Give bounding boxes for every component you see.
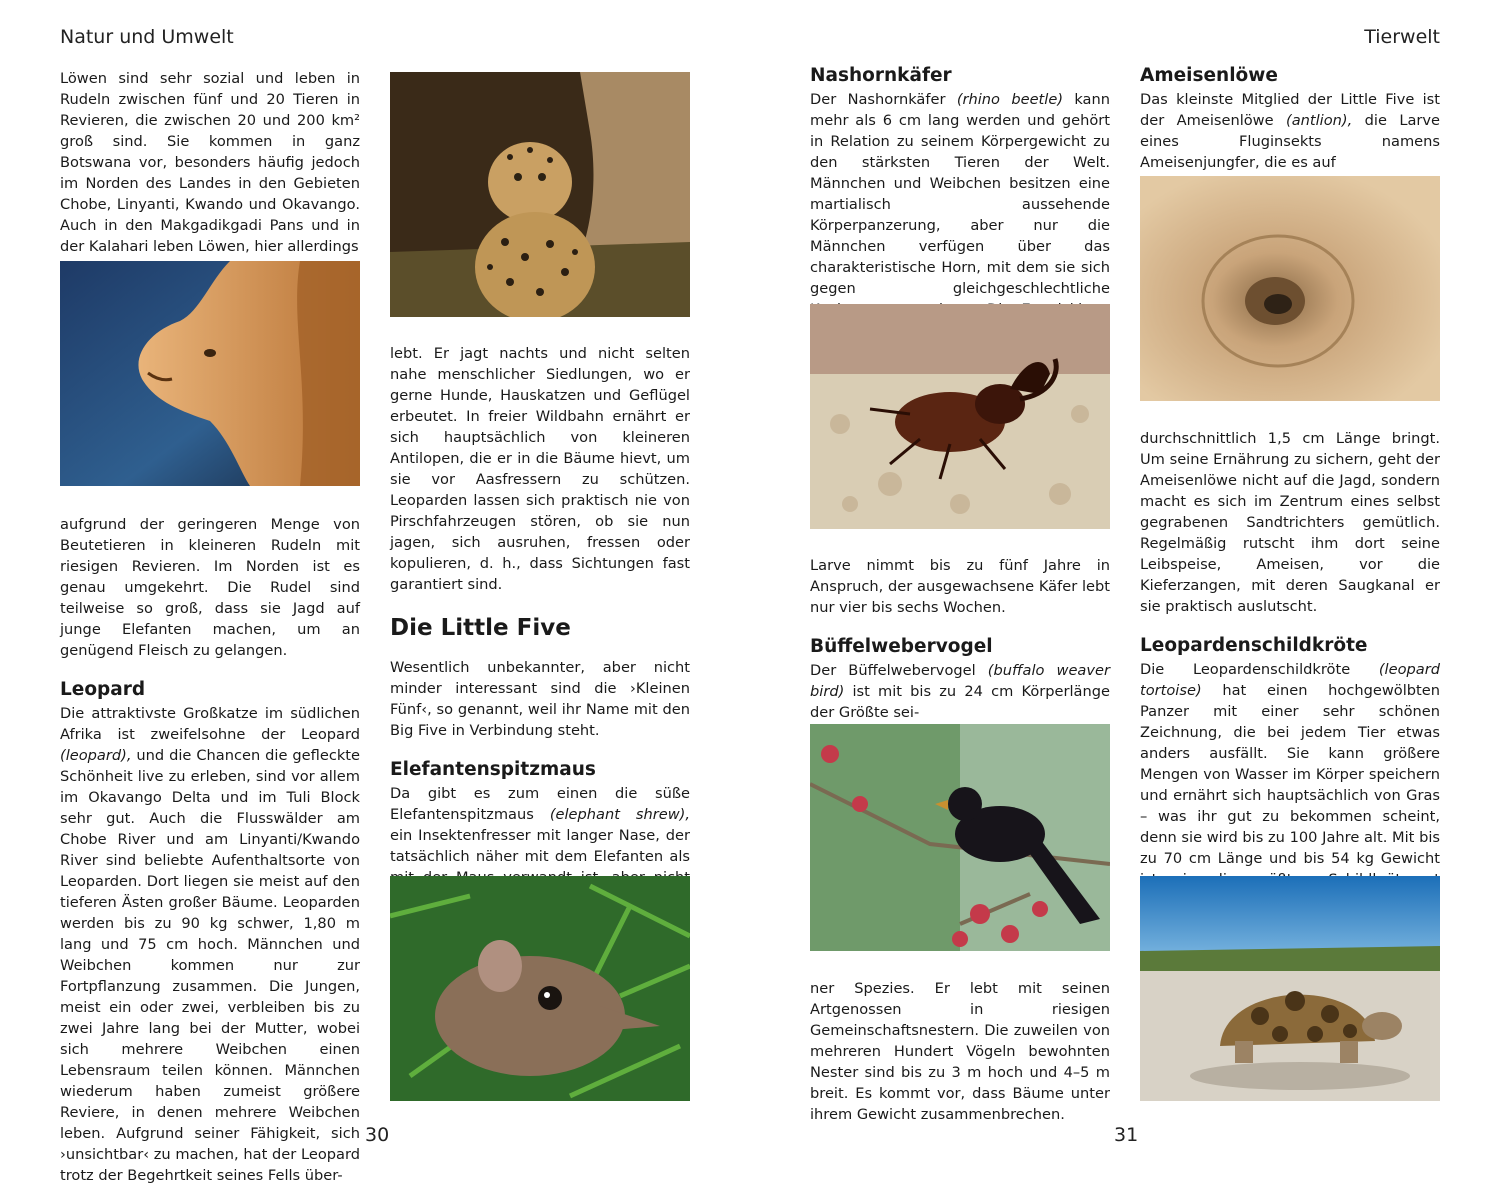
rhino-beetle-paragraph-1: Der Nashornkäfer (rhino beetle) kann mehr als 6 cm lang werden und gehört in Relation zu seinem Körpergewicht zu den stärksten Tieren der Welt. Männchen und Weibchen besitzen eine martialisch aussehende Körperpanzerung, aber nur die Männchen verfügen über das charakteristische Horn, mit dem sie sich gegen gleichgeschlechtliche <box>810 91 1111 297</box>
leopard-paragraph-1: Die attraktivste Großkatze im südlichen Afrika ist zweifelsohne der Leopard (leopard), und die Chancen die gefleckte Schönheit live zu erleben, sind vor allem im Okavango Delta und im Tuli Block sehr gut. Auch die Flusswälder am Chobe River und am Linyanti/Kwando River sind beliebte Aufenthaltsorte von Leoparden. Dort liegen sie meist auf den tieferen Ästen großer Bäume. Leoparden werden bis zu 90 kg schwer, 1,80 m lang und 75 cm hoch. Männchen und Weibchen kommen nur zur Fortpflanzung zusammen. Die Jungen, meist ein oder zwei, verbleiben bis zu zwei Jahre lang bei der Mutter, wobei sich mehrere Weibchen einen Lebensraum teilen können. Männchen wiederum haben zumeist größere Reviere, in denen mehrere Weibchen leben. Aufgrund seiner Fähigkeit, sich ›unsichtbar‹ zu machen, hat der Leopard trotz der Begehrtkeit seines Fells über- <box>60 705 360 1184</box>
right-col1-middle <box>810 555 1110 723</box>
page-number-right: 31 <box>1114 1124 1139 1146</box>
lions-paragraph-1: Löwen sind sehr sozial und leben in Rudeln zwischen fünf und 20 Tieren in Revieren, die zwischen 20 und 200 km² groß sind. Sie kommen in ganz Botswana vor, besonders häufig jedoch im Norden des Landes in den Gebieten Chobe, Linyanti, Kwando und Okavango. Auch in den Makgadikgadi Pans und in der Kalahari leben Löwen, hier allerdings <box>60 70 360 255</box>
page-number-left: 30 <box>365 1124 390 1146</box>
little-five-heading: Die Little Five <box>390 615 571 641</box>
buffalo-weaver-paragraph-2: ner Spezies. Er lebt mit seinen Artgenossen in riesigen Gemeinschaftsnestern. Die zuweilen von mehreren Hundert Vögeln bewohnten Nester sind bis zu 3 m hoch und 4–5 m breit. Es kommt vor, dass Bäume unter ihrem Gewicht zusammenbrechen. <box>810 980 1110 1123</box>
left-col2 <box>390 343 690 909</box>
leopard-tortoise-paragraph: Die Leopardenschildkröte (leopard tortoise) hat einen hochgewölbten Panzer mit einer sehr schönen Zeichnung, die bei jedem Tier etwas anders ausfällt. Sie kann größere Mengen von Wasser im Körper speichern und ernährt sich hauptsächlich von Gras – was ihr gut zu bekommen scheint, denn sie wird bis zu 100 Jahre alt. Mit bis zu 70 cm Länge und bis 54 kg Gewicht <box>1140 661 1440 867</box>
left-col1-top <box>60 68 360 257</box>
antlion-paragraph-2: durchschnittlich 1,5 cm Länge bringt. Um seine Ernährung zu sichern, geht der Ameisenlöwe nicht auf die Jagd, sondern macht es sich im Zentrum eines selbst gegrabenen Sandtrichters gemütlich. Regelmäßig rutscht ihm dort seine Leibspeise, Ameisen, vor die Kieferzangen, mit deren Saugkanal er sie praktisch auslutscht. <box>1140 430 1440 615</box>
lions-paragraph-2: aufgrund der geringeren Menge von Beutetieren in kleineren Rudeln mit riesigen Revieren. Im Norden ist es genau umgekehrt. Die Rudel sind teilweise so groß, dass sie Jagd auf junge Elefanten machen, um an genügend Fleisch zu gelangen. <box>60 516 360 659</box>
leopard-heading: Leopard <box>60 679 146 700</box>
buffalo-weaver-photo <box>810 724 1110 951</box>
elephant-shrew-photo <box>390 876 690 1101</box>
right-col2-middle <box>1140 428 1440 911</box>
little-five-paragraph: Wesentlich unbekannter, aber nicht minder interessant sind die ›Kleinen Fünf‹, so genannt, weil ihr Name mit den Big Five in Verbindung steht. <box>390 659 690 739</box>
rhino-beetle-paragraph-2: Larve nimmt bis zu fünf Jahre in Anspruch, der ausgewachsene Käfer lebt nur vier bis sechs Wochen. <box>810 557 1110 616</box>
leopard-tortoise-heading: Leopardenschildkröte <box>1140 635 1368 656</box>
running-header-left: Natur und Umwelt <box>60 26 234 48</box>
right-col2-top <box>1140 63 1440 173</box>
right-col1-bottom <box>810 978 1110 1125</box>
rhino-beetle-photo <box>810 304 1110 529</box>
right-col1-top <box>810 63 1110 341</box>
antlion-heading: Ameisenlöwe <box>1140 65 1278 86</box>
antlion-paragraph-1: Das kleinste Mitglied der Little Five ist der Ameisenlöwe (antlion), die Larve eines Fluginsekts namens Ameisenjungfer, die es auf <box>1140 91 1441 171</box>
running-header-right: Tierwelt <box>1364 26 1440 48</box>
leopard-cub-photo <box>390 72 690 317</box>
leopard-tortoise-photo <box>1140 876 1440 1101</box>
elephant-shrew-heading: Elefantenspitzmaus <box>390 759 596 780</box>
rhino-beetle-heading: Nashornkäfer <box>810 65 952 86</box>
left-col1-bottom <box>60 514 360 1186</box>
buffalo-weaver-paragraph-1: Der Büffelwebervogel (buffalo weaver bird) ist mit bis zu 24 cm Körperlänge der Größte sei- <box>810 662 1110 721</box>
elephant-shrew-paragraph: Da gibt es zum einen die süße Elefantenspitzmaus (elephant shrew), ein Insektenfresser mit langer Nase, der tatsächlich näher mit dem Elefanten als <box>390 785 690 865</box>
lion-photo <box>60 261 360 486</box>
antlion-photo <box>1140 176 1440 401</box>
buffalo-weaver-heading: Büffelwebervogel <box>810 636 993 657</box>
leopard-paragraph-2: lebt. Er jagt nachts und nicht selten nahe menschlicher Siedlungen, wo er gerne Hunde, Hauskatzen und Geflügel erbeutet. In freier Wildbahn ernährt er sich hauptsächlich von kleineren Antilopen, die er in die Bäume hievt, um sie vor Aasfressern zu schützen. Leoparden lassen sich praktisch nie von Pirschfahrzeugen stören, ob sie nun jagen, sich ausruhen, fressen oder kopulieren, d. h., dass Sichtungen fast garantiert sind. <box>390 345 690 593</box>
